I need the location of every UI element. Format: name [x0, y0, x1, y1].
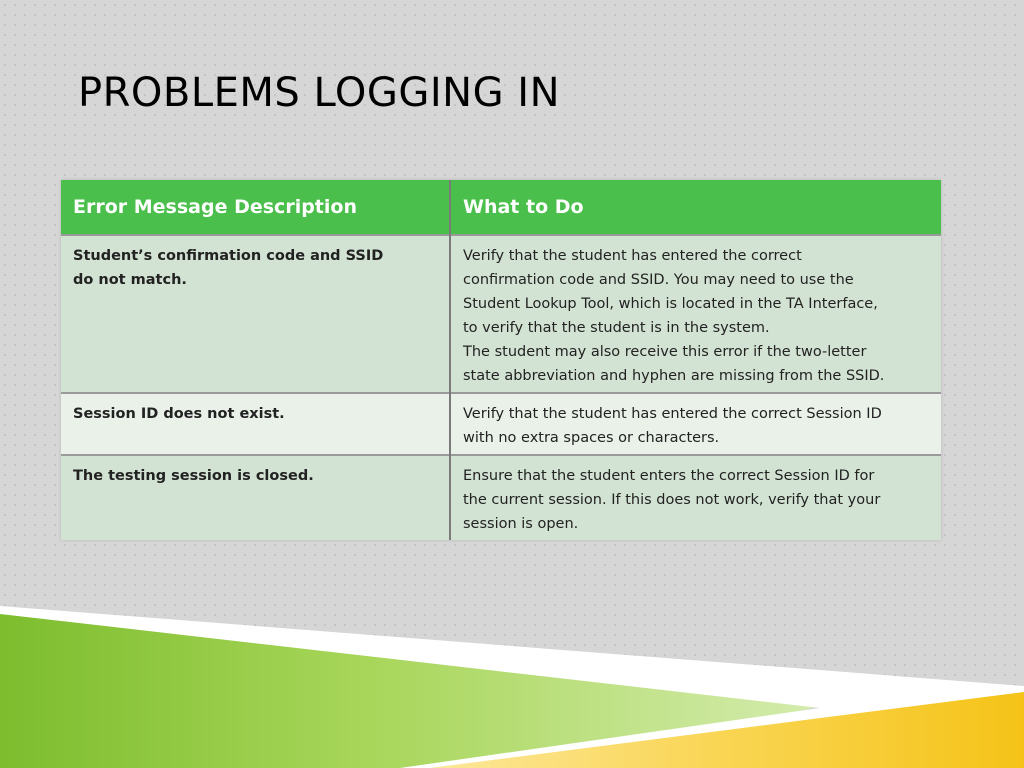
action-text: Ensure that the student enters the correct Session ID for the current session. If this does not work, verify that your session is open. — [463, 468, 881, 532]
action-text: Verify that the student has entered the correct Session ID with no extra spaces or characters. — [463, 406, 882, 446]
slide-title: PROBLEMS LOGGING IN — [78, 70, 560, 116]
error-text: Session ID does not exist. — [73, 406, 285, 422]
header-error-description: Error Message Description — [61, 180, 450, 235]
error-text: Student’s confirmation code and SSID do not match. — [73, 248, 384, 288]
action-text: Verify that the student has entered the correct confirmation code and SSID. You may need to use the Student Lookup Tool, which is located in the TA Interface, to verify that the student is in the system. The student may also receive this error if the two-letter state abbreviation and hyphen are missing from the SSID. — [463, 248, 885, 384]
header-what-to-do: What to Do — [450, 180, 941, 235]
error-text: The testing session is closed. — [73, 468, 314, 484]
